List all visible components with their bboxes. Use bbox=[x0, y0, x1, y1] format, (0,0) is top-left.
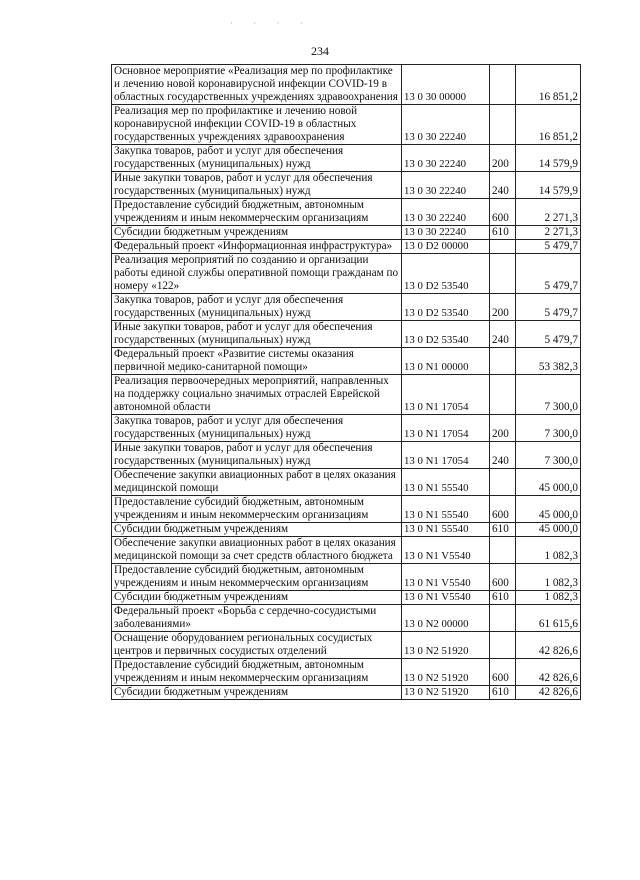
table-row bbox=[112, 65, 581, 105]
row-sum-cell: 14 579,9 bbox=[516, 145, 581, 172]
row-code-cell: 13 0 30 00000 bbox=[402, 65, 490, 105]
row-expense-type-cell: 240 bbox=[490, 321, 516, 348]
table-row bbox=[112, 537, 581, 564]
row-expense-type-cell: 610 bbox=[490, 523, 516, 537]
row-sum-cell: 42 826,6 bbox=[516, 632, 581, 659]
table-row bbox=[112, 375, 581, 415]
table-row bbox=[112, 105, 581, 145]
table-row bbox=[112, 172, 581, 199]
row-name-cell: Субсидии бюджетным учреждениям bbox=[112, 591, 402, 605]
row-name-cell: Предоставление субсидий бюджетным, автономным учреждениям и иным некоммерческим организациям bbox=[112, 564, 402, 591]
row-name-cell: Предоставление субсидий бюджетным, автономным учреждениям и иным некоммерческим организациям bbox=[112, 199, 402, 226]
row-sum-cell: 5 479,7 bbox=[516, 254, 581, 294]
row-expense-type-cell: 610 bbox=[490, 226, 516, 240]
row-code-cell: 13 0 N1 V5540 bbox=[402, 564, 490, 591]
row-code-cell: 13 0 30 22240 bbox=[402, 226, 490, 240]
row-sum-cell: 14 579,9 bbox=[516, 172, 581, 199]
row-code-cell: 13 0 N2 51920 bbox=[402, 686, 490, 700]
row-name-cell: Субсидии бюджетным учреждениям bbox=[112, 686, 402, 700]
table-row bbox=[112, 442, 581, 469]
row-code-cell: 13 0 N2 51920 bbox=[402, 659, 490, 686]
row-code-cell: 13 0 N1 17054 bbox=[402, 375, 490, 415]
row-name-cell: Оснащение оборудованием региональных сосудистых центров и первичных сосудистых отделений bbox=[112, 632, 402, 659]
row-name-cell: Закупка товаров, работ и услуг для обеспечения государственных (муниципальных) нужд bbox=[112, 415, 402, 442]
table-row bbox=[112, 226, 581, 240]
row-sum-cell: 5 479,7 bbox=[516, 240, 581, 254]
budget-table bbox=[111, 64, 581, 700]
table-row bbox=[112, 632, 581, 659]
table-row bbox=[112, 523, 581, 537]
row-code-cell: 13 0 N1 55540 bbox=[402, 469, 490, 496]
row-expense-type-cell: 200 bbox=[490, 294, 516, 321]
row-code-cell: 13 0 N2 00000 bbox=[402, 605, 490, 632]
table-row bbox=[112, 659, 581, 686]
row-sum-cell: 1 082,3 bbox=[516, 591, 581, 605]
row-code-cell: 13 0 N1 V5540 bbox=[402, 537, 490, 564]
row-name-cell: Обеспечение закупки авиационных работ в целях оказания медицинской помощи bbox=[112, 469, 402, 496]
page-number: 234 bbox=[311, 44, 329, 58]
row-expense-type-cell: 200 bbox=[490, 415, 516, 442]
row-sum-cell: 45 000,0 bbox=[516, 523, 581, 537]
row-code-cell: 13 0 N1 17054 bbox=[402, 442, 490, 469]
row-name-cell: Реализация мер по профилактике и лечению новой коронавирусной инфекции COVID-19 в областных государственных учреждениях здравоохранения bbox=[112, 105, 402, 145]
table-row bbox=[112, 564, 581, 591]
row-sum-cell: 2 271,3 bbox=[516, 226, 581, 240]
row-name-cell: Субсидии бюджетным учреждениям bbox=[112, 226, 402, 240]
row-name-cell: Субсидии бюджетным учреждениям bbox=[112, 523, 402, 537]
row-code-cell: 13 0 D2 53540 bbox=[402, 321, 490, 348]
row-expense-type-cell bbox=[490, 375, 516, 415]
row-expense-type-cell: 600 bbox=[490, 564, 516, 591]
row-name-cell: Основное мероприятие «Реализация мер по профилактике и лечению новой коронавирусной инфекции COVID-19 в областных государственных учреждениях здравоохранения bbox=[112, 65, 402, 105]
row-name-cell: Иные закупки товаров, работ и услуг для обеспечения государственных (муниципальных) нужд bbox=[112, 321, 402, 348]
row-expense-type-cell: 240 bbox=[490, 442, 516, 469]
row-name-cell: Закупка товаров, работ и услуг для обеспечения государственных (муниципальных) нужд bbox=[112, 145, 402, 172]
row-expense-type-cell: 200 bbox=[490, 145, 516, 172]
row-sum-cell: 5 479,7 bbox=[516, 321, 581, 348]
row-sum-cell: 16 851,2 bbox=[516, 65, 581, 105]
row-code-cell: 13 0 30 22240 bbox=[402, 105, 490, 145]
table-row bbox=[112, 496, 581, 523]
table-row bbox=[112, 348, 581, 375]
row-expense-type-cell: 610 bbox=[490, 686, 516, 700]
row-code-cell: 13 0 N1 55540 bbox=[402, 496, 490, 523]
row-sum-cell: 2 271,3 bbox=[516, 199, 581, 226]
row-name-cell: Иные закупки товаров, работ и услуг для обеспечения государственных (муниципальных) нужд bbox=[112, 442, 402, 469]
table-row bbox=[112, 240, 581, 254]
row-name-cell: Закупка товаров, работ и услуг для обеспечения государственных (муниципальных) нужд bbox=[112, 294, 402, 321]
row-expense-type-cell bbox=[490, 469, 516, 496]
row-expense-type-cell bbox=[490, 240, 516, 254]
row-sum-cell: 42 826,6 bbox=[516, 659, 581, 686]
row-sum-cell: 7 300,0 bbox=[516, 442, 581, 469]
row-name-cell: Иные закупки товаров, работ и услуг для обеспечения государственных (муниципальных) нужд bbox=[112, 172, 402, 199]
row-sum-cell: 7 300,0 bbox=[516, 375, 581, 415]
row-expense-type-cell: 600 bbox=[490, 496, 516, 523]
row-code-cell: 13 0 N1 17054 bbox=[402, 415, 490, 442]
row-expense-type-cell: 240 bbox=[490, 172, 516, 199]
row-expense-type-cell bbox=[490, 254, 516, 294]
table-row bbox=[112, 686, 581, 700]
table-row bbox=[112, 294, 581, 321]
row-sum-cell: 7 300,0 bbox=[516, 415, 581, 442]
row-code-cell: 13 0 30 22240 bbox=[402, 145, 490, 172]
row-name-cell: Обеспечение закупки авиационных работ в целях оказания медицинской помощи за счет средств областного бюджета bbox=[112, 537, 402, 564]
row-sum-cell: 53 382,3 bbox=[516, 348, 581, 375]
row-sum-cell: 16 851,2 bbox=[516, 105, 581, 145]
row-expense-type-cell: 610 bbox=[490, 591, 516, 605]
table-row bbox=[112, 591, 581, 605]
row-sum-cell: 1 082,3 bbox=[516, 564, 581, 591]
table-row bbox=[112, 321, 581, 348]
row-name-cell: Федеральный проект «Развитие системы оказания первичной медико-санитарной помощи» bbox=[112, 348, 402, 375]
table-row bbox=[112, 415, 581, 442]
row-expense-type-cell bbox=[490, 632, 516, 659]
row-sum-cell: 45 000,0 bbox=[516, 469, 581, 496]
row-expense-type-cell bbox=[490, 537, 516, 564]
row-name-cell: Реализация первоочередных мероприятий, направленных на поддержку социально значимых отраслей Еврейской автономной области bbox=[112, 375, 402, 415]
row-sum-cell: 45 000,0 bbox=[516, 496, 581, 523]
row-code-cell: 13 0 N1 55540 bbox=[402, 523, 490, 537]
table-row bbox=[112, 469, 581, 496]
row-expense-type-cell bbox=[490, 105, 516, 145]
row-name-cell: Предоставление субсидий бюджетным, автономным учреждениям и иным некоммерческим организациям bbox=[112, 496, 402, 523]
row-code-cell: 13 0 N1 00000 bbox=[402, 348, 490, 375]
row-code-cell: 13 0 N2 51920 bbox=[402, 632, 490, 659]
row-expense-type-cell: 600 bbox=[490, 659, 516, 686]
row-expense-type-cell bbox=[490, 605, 516, 632]
row-expense-type-cell: 600 bbox=[490, 199, 516, 226]
row-sum-cell: 42 826,6 bbox=[516, 686, 581, 700]
row-expense-type-cell bbox=[490, 348, 516, 375]
row-name-cell: Федеральный проект «Информационная инфраструктура» bbox=[112, 240, 402, 254]
table-row bbox=[112, 145, 581, 172]
row-sum-cell: 61 615,6 bbox=[516, 605, 581, 632]
row-code-cell: 13 0 D2 53540 bbox=[402, 294, 490, 321]
row-code-cell: 13 0 N1 V5540 bbox=[402, 591, 490, 605]
row-code-cell: 13 0 D2 53540 bbox=[402, 254, 490, 294]
table-row bbox=[112, 199, 581, 226]
row-name-cell: Федеральный проект «Борьба с сердечно-сосудистыми заболеваниями» bbox=[112, 605, 402, 632]
table-row bbox=[112, 605, 581, 632]
row-sum-cell: 1 082,3 bbox=[516, 537, 581, 564]
row-name-cell: Предоставление субсидий бюджетным, автономным учреждениям и иным некоммерческим организациям bbox=[112, 659, 402, 686]
row-code-cell: 13 0 30 22240 bbox=[402, 172, 490, 199]
row-code-cell: 13 0 30 22240 bbox=[402, 199, 490, 226]
table-row bbox=[112, 254, 581, 294]
row-expense-type-cell bbox=[490, 65, 516, 105]
row-name-cell: Реализация мероприятий по созданию и организации работы единой службы оперативной помощи гражданам по номеру «122» bbox=[112, 254, 402, 294]
row-code-cell: 13 0 D2 00000 bbox=[402, 240, 490, 254]
scan-artifact-dots: · · · · bbox=[230, 18, 312, 28]
row-sum-cell: 5 479,7 bbox=[516, 294, 581, 321]
